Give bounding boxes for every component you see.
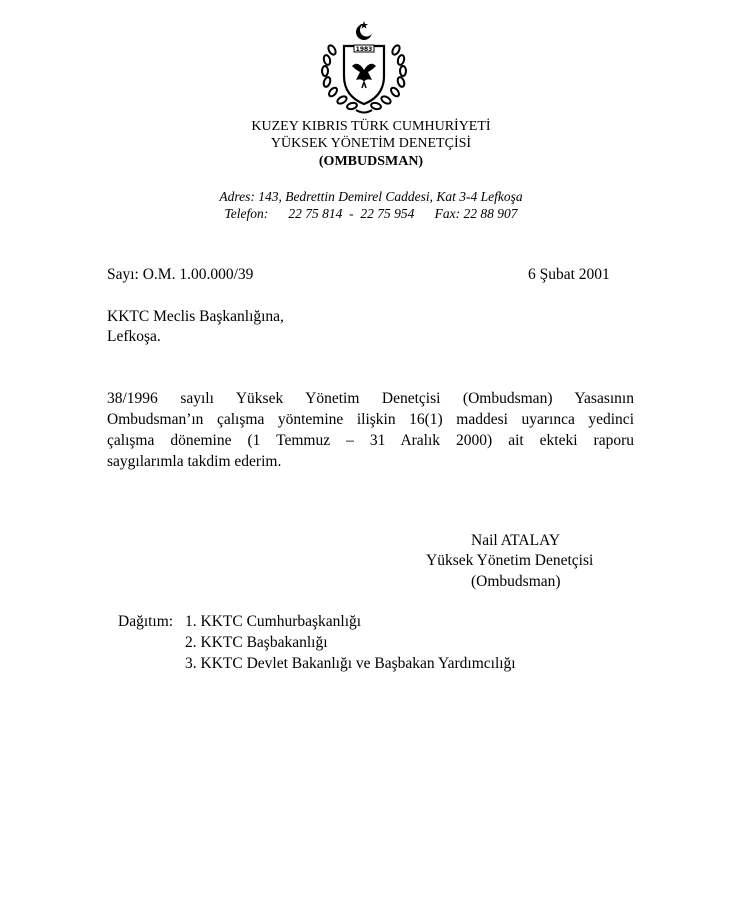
svg-text:1983: 1983	[355, 46, 373, 53]
distribution-item: 1. KKTC Cumhurbaşkanlığı	[185, 613, 362, 630]
body-line: saygılarımla takdim ederim.	[107, 453, 282, 470]
reference-number: Sayı: O.M. 1.00.000/39	[107, 266, 254, 283]
body-line: çalışma dönemine (1 Temmuz – 31 Aralık 2000) ait ekteki raporu	[107, 432, 634, 449]
signatory-name: Nail ATALAY	[471, 532, 561, 549]
letter-date: 6 Şubat 2001	[528, 266, 610, 283]
signatory-subtitle: (Ombudsman)	[471, 573, 561, 590]
body-line: 38/1996 sayılı Yüksek Yönetim Denetçisi (Ombudsman) Yasasının	[107, 390, 634, 407]
signatory-title: Yüksek Yönetim Denetçisi	[426, 552, 594, 569]
office-name: YÜKSEK YÖNETİM DENETÇİSİ	[270, 136, 472, 151]
institution-name: KUZEY KIBRIS TÜRK CUMHURİYETİ	[251, 119, 491, 134]
recipient-line: KKTC Meclis Başkanlığına,	[107, 308, 284, 325]
office-subtitle: (OMBUDSMAN)	[318, 154, 424, 169]
recipient-city: Lefkoşa.	[107, 328, 161, 345]
body-line: Ombudsman’ın çalışma yöntemine ilişkin 16(1) maddesi uyarınca yedinci	[107, 411, 634, 428]
phone-fax-line: Telefon: 22 75 814 - 22 75 954 Fax: 22 88 907	[224, 206, 518, 221]
letter-body	[107, 388, 634, 472]
distribution-item: 3. KKTC Devlet Bakanlığı ve Başbakan Yardımcılığı	[185, 655, 516, 672]
distribution-item: 2. KKTC Başbakanlığı	[185, 634, 328, 651]
coat-of-arms-emblem	[318, 20, 410, 116]
distribution-label: Dağıtım:	[118, 613, 174, 630]
address-line: Adres: 143, Bedrettin Demirel Caddesi, Kat 3-4 Lefkoşa	[219, 189, 523, 204]
